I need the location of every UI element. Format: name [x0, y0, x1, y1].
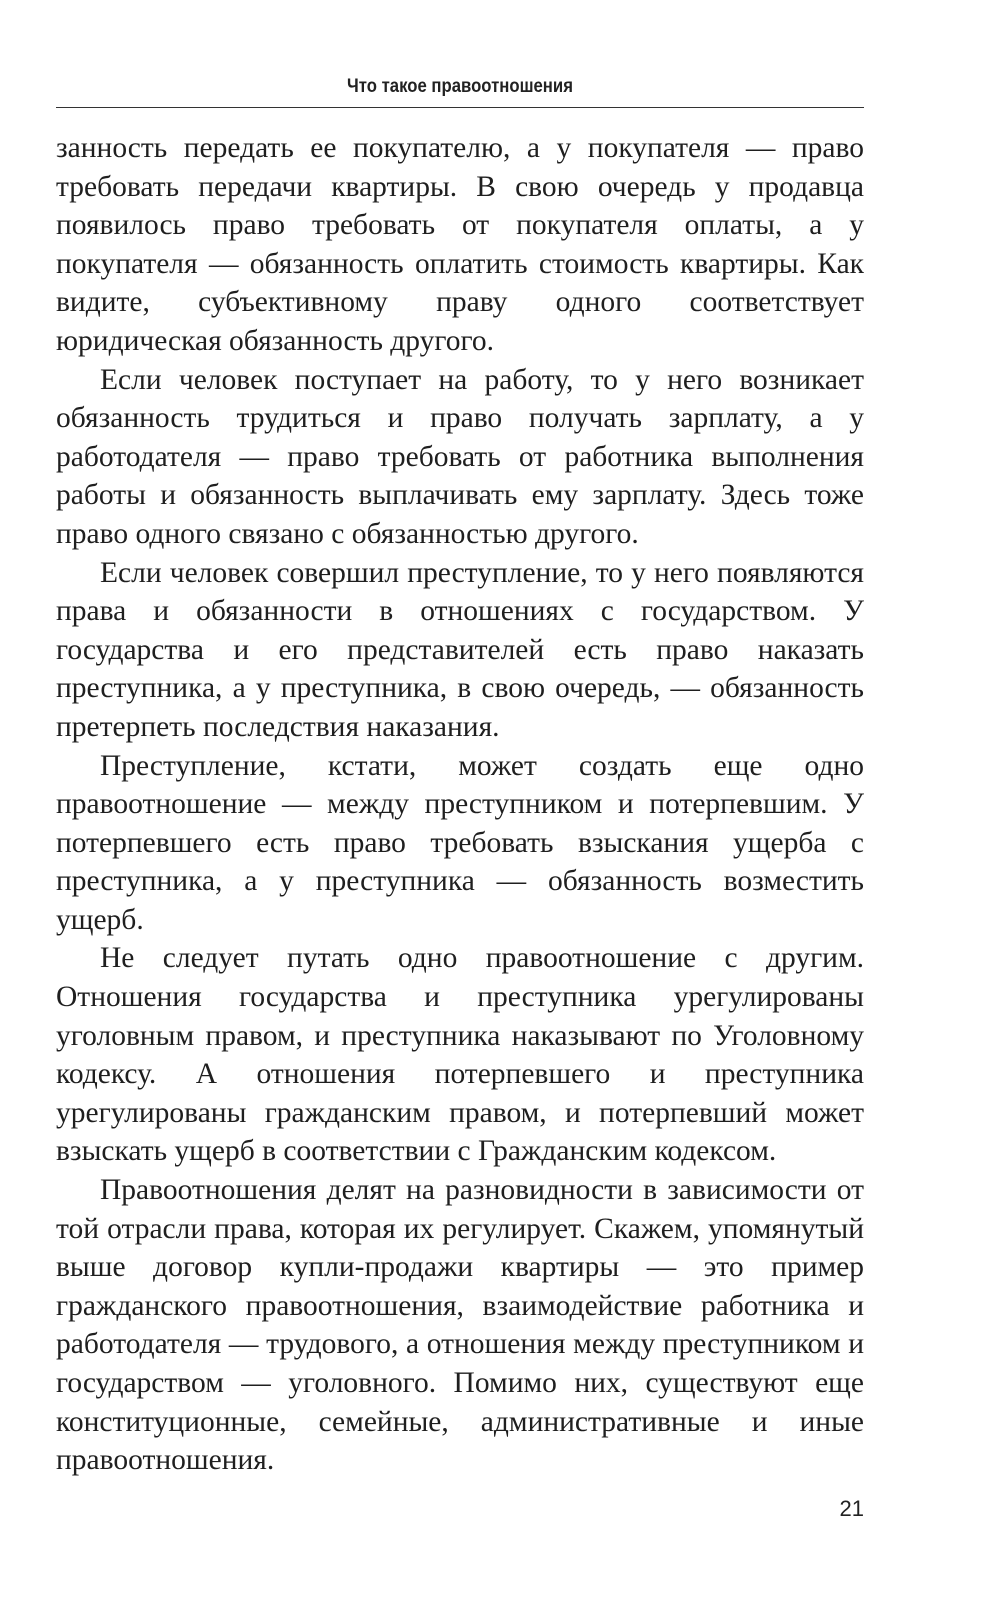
- running-title: Что такое правоотношения: [347, 76, 573, 97]
- paragraph: Преступление, кстати, может создать еще одно правоотношение — между преступником и потерпевшим. У потерпевшего есть право требовать взыскания ущерба с преступника, а у преступника — обязанность возместить ущерб.: [56, 749, 864, 936]
- paragraph: Правоотношения делят на разновидности в зависимости от той отрасли права, которая их регулирует. Скажем, упомянутый выше договор купли-продажи квартиры — это пример гражданского правоотношения, взаимодействие работника и работодателя — трудового, а отношения между преступником и государством — уголовного. Помимо них, существуют еще конституционные, семейные, административные и иные правоотношения.: [56, 1174, 864, 1477]
- page-number: 21: [839, 1496, 864, 1521]
- paragraph: Если человек совершил преступление, то у него появляются права и обязанности в отношениях с государством. У государства и его представителей есть право наказать преступника, а у преступника, в свою очередь, — обязанность претерпеть последствия наказания.: [56, 556, 864, 743]
- body-text: [56, 129, 864, 1480]
- paragraph: Если человек поступает на работу, то у него возникает обязанность трудиться и право получать зарплату, а у работодателя — право требовать от работника выполнения работы и обязанность выплачивать ему зарплату. Здесь тоже право одного связано с обязанностью другого.: [56, 363, 864, 550]
- header-rule: [56, 107, 864, 108]
- paragraph: Не следует путать одно правоотношение с другим. Отношения государства и преступника урегулированы уголовным правом, и преступника наказывают по Уголовному кодексу. А отношения потерпевшего и преступника урегулированы гражданским правом, и потерпевший может взыскать ущерб в соответствии с Гражданским кодексом.: [56, 942, 864, 1168]
- paragraph: занность передать ее покупателю, а у покупателя — право требовать передачи квартиры. В свою очередь у продавца появилось право требовать от покупателя оплаты, а у покупателя — обязанность оплатить стоимость квартиры. Как видите, субъективному праву одного соответствует юридическая обязанность другого.: [56, 132, 864, 357]
